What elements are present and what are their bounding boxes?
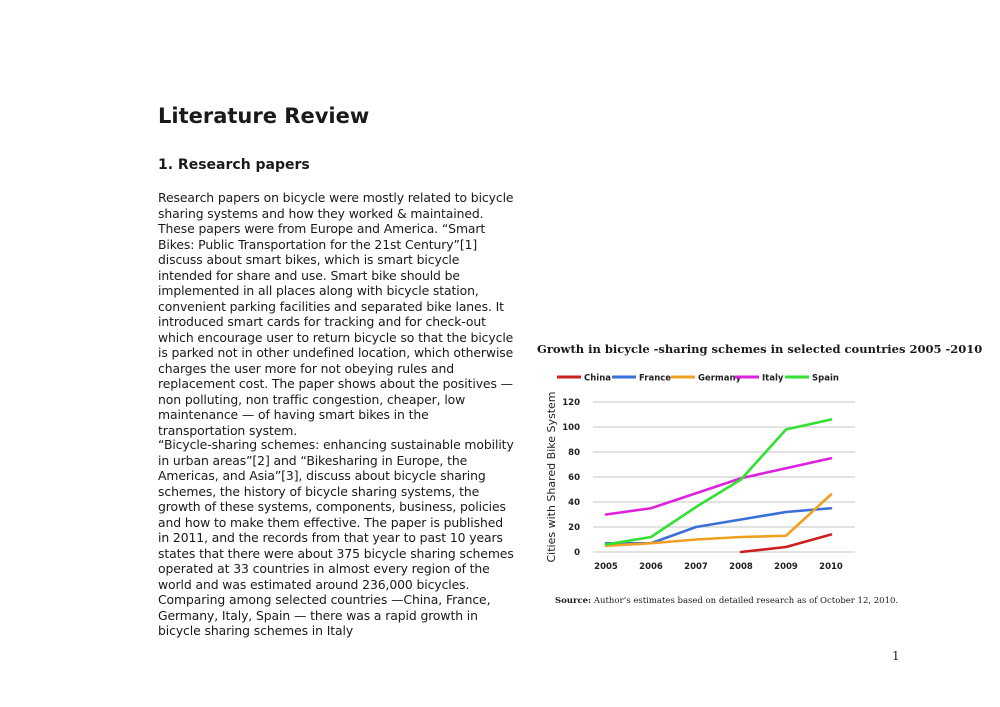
paragraph-1: Research papers on bicycle were mostly related to bicycle sharing systems and how they worked & maintained. These papers were from Europe and America. “Smart Bikes: Public Transportation for the 21st Century”[1] discuss about smart bikes, which is smart bicycle intended for share and use. Smart bike should be implemented in all places along with bicycle station, convenient parking facilities and separated bike lanes. It introduced smart cards for tracking and for check-out which encourage user to return bicycle so that the bicycle is parked not in other undefined location, which otherwise charges the user more for not obeying rules and replacement cost. The paper shows about the positives — non polluting, non traffic congestion, cheaper, low maintenance — of having smart bikes in the transportation system. (158, 190, 514, 438)
y-tick-label: 20 (568, 523, 580, 533)
y-axis-label: Cities with Shared Bike System (545, 391, 558, 563)
y-tick-label: 60 (568, 473, 580, 483)
legend-label-france: France (639, 373, 672, 384)
legend-label-germany: Germany (698, 373, 742, 384)
x-tick-label: 2008 (729, 562, 753, 572)
x-tick-label: 2009 (774, 562, 798, 572)
series-line-italy (606, 458, 831, 514)
x-tick-label: 2010 (819, 562, 843, 572)
chart-figure (535, 338, 983, 613)
y-tick-label: 120 (562, 398, 580, 408)
chart-title: Growth in bicycle -sharing schemes in selected countries 2005 -2010 (537, 342, 983, 356)
page-number: 1 (892, 649, 900, 663)
x-tick-label: 2006 (639, 562, 663, 572)
legend-label-italy: Italy (762, 373, 784, 384)
document-title: Literature Review (158, 104, 370, 128)
chart-source (555, 596, 898, 606)
legend-label-china: China (584, 373, 611, 384)
y-tick-label: 0 (574, 548, 580, 558)
source-label: Source: (555, 596, 592, 606)
legend-label-spain: Spain (812, 373, 839, 384)
y-tick-label: 80 (568, 448, 580, 458)
x-tick-label: 2007 (684, 562, 708, 572)
source-text: Author’s estimates based on detailed research as of October 12, 2010. (593, 596, 899, 606)
section-heading: 1. Research papers (158, 157, 310, 173)
y-tick-label: 40 (568, 498, 580, 508)
line-chart (535, 360, 895, 610)
y-tick-label: 100 (562, 423, 580, 433)
paragraph-2: “Bicycle-sharing schemes: enhancing sustainable mobility in urban areas”[2] and “Bikesharing in Europe, the Americas, and Asia”[3], discuss about bicycle sharing schemes, the history of bicycle sharing systems, the growth of these systems, components, business, policies and how to make them effective. The paper is published in 2011, and the records from that year to past 10 years states that there were about 375 bicycle sharing schemes operated at 33 countries in almost every region of the world and was estimated around 236,000 bicycles. Comparing among selected countries —China, France, Germany, Italy, Spain — there was a rapid growth in bicycle sharing schemes in Italy (158, 437, 514, 638)
x-tick-label: 2005 (594, 562, 618, 572)
